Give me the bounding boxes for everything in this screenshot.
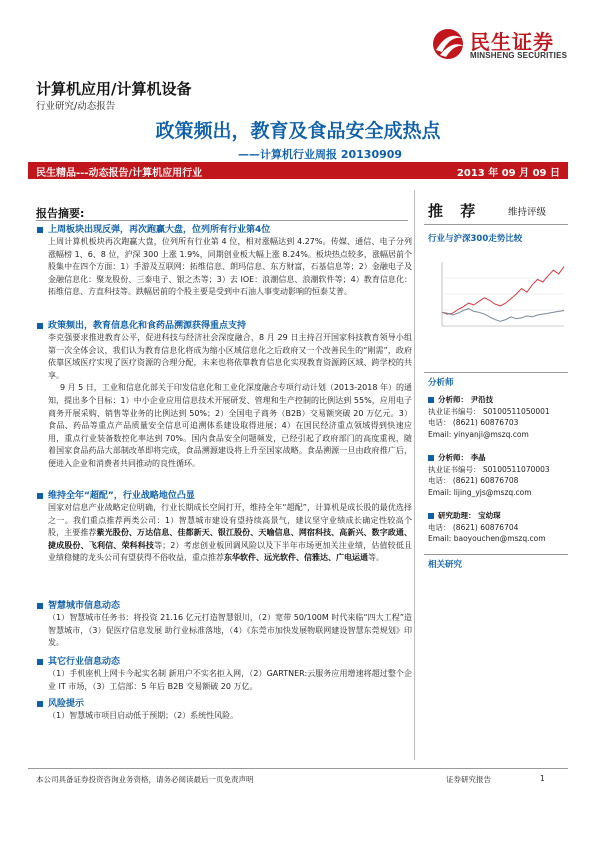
section-title: 政策频出，教育信息化和食药品溯源获得重点支持 — [48, 321, 247, 331]
section-title: 上周板块出现反弹，再次跑赢大盘，位列所有行业第4位 — [48, 225, 271, 235]
section-paragraph: 上周计算机板块再次跑赢大盘，位列所有行业第 4 位，相对涨幅达到 4.27%。传媒、通信、电子分列涨幅榜 1、6、8 位，沪深 300 上涨 1.9%，同期创业板大幅上涨 8.24%。板块热点较多，涨幅居前个股集中在四个方面：1）手游及互联网：拓维信息、朗玛信息、东方财富，石基信息等；2）金融电子及金融信息化：聚龙股份、三泰电子、银之杰等；3）去 IOE：浪潮信息、浪潮软件等；4）教育信息化：拓维信息、方直科技等。跌幅居前的个股主要是受到中石油人事变动影响的恒泰艾普。 — [48, 237, 412, 297]
report-subtitle: ——计算机行业周报 20130909 — [238, 148, 403, 161]
analyst-card — [428, 394, 550, 440]
section-paragraph: 国家对信息产业战略定位明确，行业长期成长空间打开，维持全年“超配”，计算机是成长股的最优选择之一。我们重点推荐两类公司：1）智慧城市建设有望持续高景气，建议坚守业绩成长确定性较高个股，主要推荐紫光股份、万达信息、佳都新天、银江股份、天喻信息、网宿科技、高新兴、数字政通、捷成股份、飞利信、荣科科技等；2）考虑创业板回调风险以及下半年市场更加关注业绩，估值较低且业绩稳健的龙头公司有望获得不俗收益，重点推荐东华软件、远光软件、信雅达、广电运通等。 — [48, 503, 412, 563]
analyst-name: 分析师： 李晶 — [438, 453, 486, 462]
trend-chart — [428, 258, 568, 338]
assistant-email: Email: baoyouchen@mszq.com — [428, 534, 546, 543]
rating-value: 维持评级 — [508, 207, 547, 218]
logo-subtext: MINSHENG SECURITIES — [470, 51, 568, 60]
divider — [424, 554, 568, 555]
footer-label: 证券研究报告 — [446, 775, 491, 784]
analyst-card — [428, 452, 550, 498]
report-category: 计算机应用/计算机设备 — [36, 80, 192, 98]
abstract-heading: 报告摘要: — [36, 207, 85, 220]
chart-series-line-1 — [442, 309, 564, 322]
chart-series-line-0 — [442, 267, 564, 315]
header-bar-series: 民生精品---动态报告/计算机应用行业 — [36, 168, 203, 179]
analyst-phone: 电话： (8621) 60876708 — [428, 476, 519, 485]
logo-text: 民生证券 — [470, 30, 554, 54]
report-subcategory: 行业研究/动态报告 — [36, 101, 116, 112]
analyst-heading: 分析师 — [428, 378, 454, 388]
assistant-card — [428, 510, 546, 545]
analyst-email: Email: lijing_yjs@mszq.com — [428, 487, 532, 497]
assistant-phone: 电话： (8621) 60876704 — [428, 522, 519, 532]
section-risk — [36, 698, 412, 723]
section-policy — [36, 320, 412, 471]
divider — [424, 372, 568, 373]
section-other — [36, 656, 412, 693]
assistant-name: 研究助理： 宝幼琛 — [438, 511, 501, 520]
bullet-icon — [37, 493, 43, 499]
bullet-icon — [37, 323, 43, 329]
section-paragraph: （1）手机座机上网卡今起实名制 新用户不实名拒入网，（2）GARTNER:云服务应用增速将超过整个企业 IT 市场，（3）工信部：5 年后 B2B 交易额破 20 万亿。 — [48, 669, 412, 691]
header-bar-date: 2013 年 09 月 09 日 — [456, 168, 560, 179]
section-title: 维持全年“超配”，行业战略地位凸显 — [48, 491, 195, 501]
bullet-icon — [37, 603, 43, 609]
section-paragraph: （1）智慧城市项目启动低于预期；（2）系统性风险。 — [48, 711, 239, 720]
bullet-icon — [37, 659, 43, 665]
footer-disclaimer: 本公司具备证券投资咨询业务资格，请务必阅读最后一页免责声明 — [36, 775, 254, 784]
section-paragraph: 9 月 5 日，工业和信息化部关于印发信息化和工业化深度融合专项行动计划（2013-2018 年）的通知，提出多个目标：1）中小企业应用信息技术开展研发、管理和生产控制的比例达到 55%，应用电子商务开展采购、销售等业务的比例达到 50%；2）全国电子商务（B2B）交易额突破 20 万亿元。3）食品、药品等重点产品质量安全信息可追溯体系建设取得进展；4）在国民经济重点领域得到快速应用，重点行业装备数控化率达到 70%。国内食品安全问题频发，已经引起了政府部门的高度重视，随着国家食品药品大部制改革即将完成，食品溯源建设将上升至国家战略。食品溯源一旦由政府推广后，便进入企业和消费者共同推动的良性循环。 — [48, 383, 412, 468]
page-number: 1 — [540, 774, 545, 783]
bullet-icon — [428, 397, 434, 403]
analyst-name: 分析师： 尹沿技 — [438, 395, 494, 404]
bullet-icon — [37, 227, 43, 233]
section-market — [36, 224, 412, 299]
related-heading: 相关研究 — [428, 560, 463, 570]
bullet-icon — [428, 513, 434, 519]
section-smart-city — [36, 600, 412, 650]
rating-label: 推 荐 — [428, 202, 482, 220]
section-paragraph: （1）智慧城市任务书：将投资 21.16 亿元打造智慧银川，（2）宽带 50/100M 时代来临“四大工程”造智慧城市，（3）促医疗信息发展 助行业标准落地，（4）《东莞市加快发展物联网建设智慧东莞规划》印发。 — [48, 613, 412, 648]
analyst-cert: 执业证书编号： S0100511070003 — [428, 464, 550, 474]
section-strategy — [36, 490, 412, 565]
analyst-cert: 执业证书编号： S0100511050001 — [428, 406, 550, 416]
report-title: 政策频出，教育及食品安全成热点 — [155, 120, 441, 142]
analyst-phone: 电话： (8621) 60876703 — [428, 418, 519, 427]
footer-divider — [28, 768, 568, 769]
section-paragraph: 李克强要求推进教育公平，促进科技与经济社会深度融合，8 月 29 日主持召开国家科技教育领导小组第一次全体会议，我们认为教育信息化将成为缩小区域信息化之后政府又一个改善民生的“刚需”，政府依靠区域医疗实现了医疗资源的合理分配，未来也将依靠教育信息化实现教育资源跨区域、跨学校的共享。 — [48, 333, 412, 380]
bullet-icon — [428, 455, 434, 461]
analyst-email: Email: yinyanji@mszq.com — [428, 429, 529, 439]
column-divider — [414, 190, 415, 760]
bullet-icon — [37, 701, 43, 707]
chart-title: 行业与沪深300走势比较 — [428, 234, 523, 244]
section-title: 风险提示 — [48, 699, 85, 709]
section-title: 其它行业信息动态 — [48, 657, 121, 667]
divider — [424, 224, 568, 225]
divider — [36, 220, 408, 221]
section-title: 智慧城市信息动态 — [48, 601, 121, 611]
